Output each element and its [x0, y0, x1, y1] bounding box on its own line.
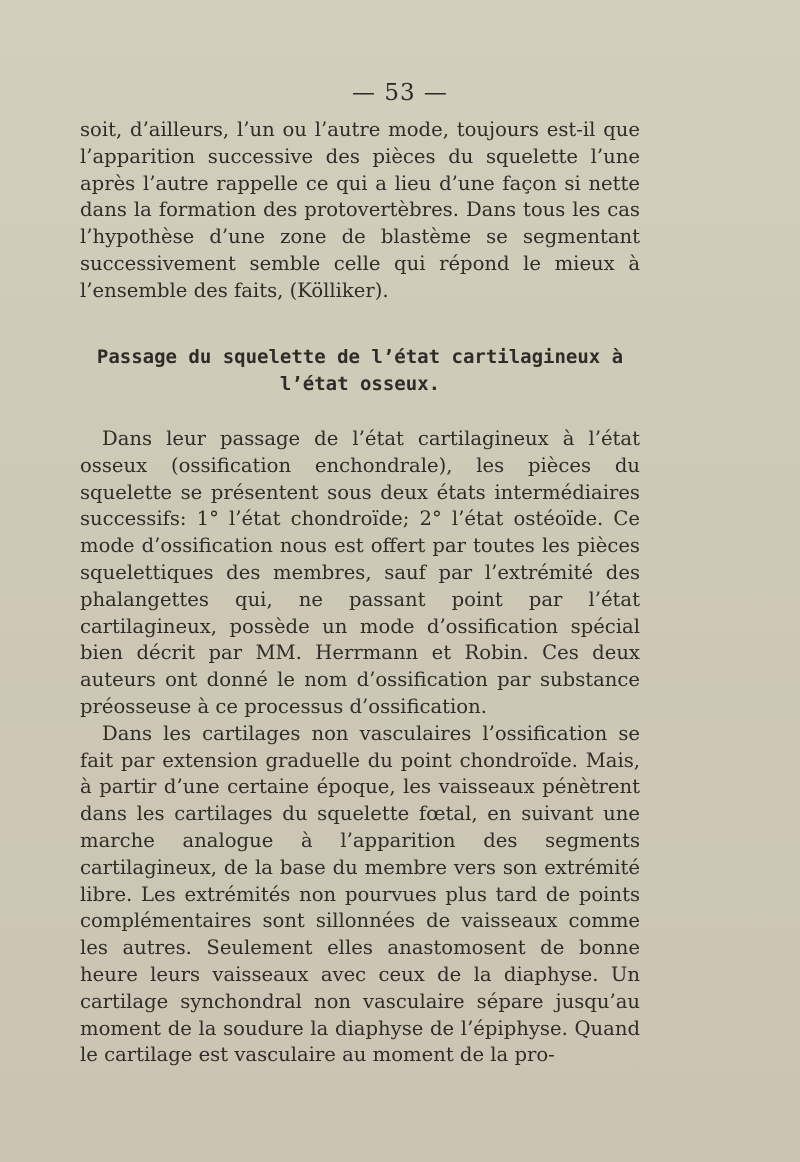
page-number: — 53 — [352, 80, 448, 106]
paragraph-2: Dans leur passage de l’état cartilagineux à l’état osseux (ossification enchondrale), les pièces du squelette se présentent sous deux états intermédiaires successifs: 1° l’état chondroïde; 2° l’état ostéoïde. Ce mode d’ossification nous est offert par toutes les pièces squelettiques des membres, sauf par l’extrémité des phalangettes qui, ne passant point par l’état cartilagineux, possède un mode d’ossification spécial bien décrit par MM. Herrmann et Robin. Ces deux auteurs ont donné le nom d’ossification par substance préosseuse à ce processus d’ossification. [80, 427, 640, 718]
text-block-bottom [80, 426, 640, 1069]
paragraph-1: soit, d’ailleurs, l’un ou l’autre mode, toujours est-il que l’apparition successive des pièces du squelette l’une après l’autre rappelle ce qui a lieu d’une façon si nette dans la formation des protovertèbres. Dans tous les cas l’hypothèse d’une zone de blastème se segmentant successivement semble celle qui répond le mieux à l’ensemble des faits, (Kölliker). [80, 118, 640, 302]
text-block-top [80, 117, 640, 305]
paragraph-3: Dans les cartilages non vasculaires l’ossification se fait par extension graduelle du point chondroïde. Mais, à partir d’une certaine époque, les vaisseaux pénètrent dans les cartilages du squelette fœtal, en suivant une marche analogue à l’apparition des segments cartilagineux, de la base du membre vers son extrémité libre. Les extrémités non pourvues plus tard de points complémentaires sont sillonnées de vaisseaux comme les autres. Seulement elles anastomosent de bonne heure leurs vaisseaux avec ceux de la diaphyse. Un cartilage synchondral non vasculaire sépare jusqu’au moment de la soudure la diaphyse de l’épiphyse. Quand le cartilage est vasculaire au moment de la pro- [80, 721, 640, 1067]
section-heading: Passage du squelette de l’état cartilagineux à l’état osseux. [96, 346, 624, 395]
